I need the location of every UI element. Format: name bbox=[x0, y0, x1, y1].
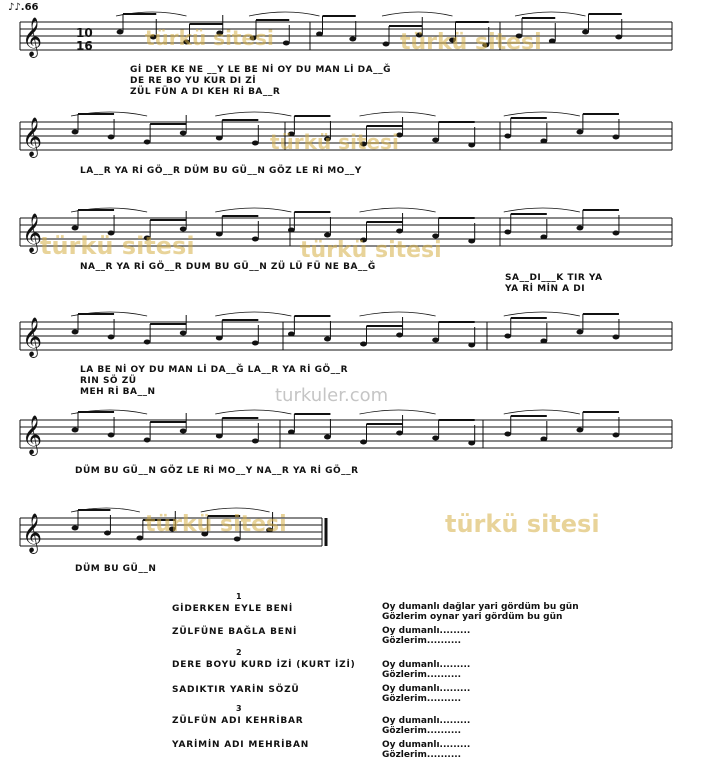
note-head bbox=[72, 526, 79, 531]
refrain-line: Oy dumanlı dağlar yari gördüm bu gün bbox=[382, 602, 579, 612]
refrain-line: Gözlerim.......... bbox=[382, 694, 462, 704]
lyric-line: SA__DI___K TIR YA bbox=[505, 273, 603, 283]
note-head bbox=[383, 42, 390, 47]
note-head bbox=[540, 235, 547, 240]
note-head bbox=[180, 227, 187, 232]
note-head bbox=[396, 229, 403, 234]
tempo-marking: ♪♪.66 bbox=[8, 2, 39, 13]
note-head bbox=[144, 340, 151, 345]
note-head bbox=[252, 439, 259, 444]
note-head bbox=[576, 226, 583, 231]
treble-clef-icon: 𝄞 bbox=[22, 17, 43, 57]
refrain-line: Oy dumanlı......... bbox=[382, 660, 471, 670]
verse-number: 2 bbox=[236, 648, 242, 657]
lyric-line: DE RE BO YU KUR DI Zİ bbox=[130, 76, 257, 86]
note-head bbox=[288, 332, 295, 337]
slur bbox=[504, 312, 580, 316]
note-head bbox=[316, 32, 323, 37]
note-head bbox=[108, 135, 115, 140]
note-head bbox=[349, 37, 356, 42]
note-head bbox=[613, 433, 620, 438]
slur bbox=[504, 410, 580, 414]
note-head bbox=[360, 440, 367, 445]
note-head bbox=[252, 141, 259, 146]
note-head bbox=[144, 140, 151, 145]
note-head bbox=[234, 537, 241, 542]
note-head bbox=[396, 333, 403, 338]
note-head bbox=[504, 134, 511, 139]
refrain-line: Gözlerim.......... bbox=[382, 636, 462, 646]
note-head bbox=[540, 339, 547, 344]
verse-number: 3 bbox=[236, 704, 242, 713]
note-head bbox=[117, 30, 124, 35]
treble-clef-icon: 𝄞 bbox=[22, 415, 43, 455]
verse-line: SADIKTIR YARİN SÖZÜ bbox=[172, 685, 300, 695]
refrain-line: Oy dumanlı......... bbox=[382, 684, 471, 694]
refrain-line: Gözlerim.......... bbox=[382, 670, 462, 680]
note-head bbox=[216, 434, 223, 439]
refrain-line: Oy dumanlı......... bbox=[382, 716, 471, 726]
note-head bbox=[615, 35, 622, 40]
watermark-brand: türkü sitesi bbox=[300, 238, 442, 263]
watermark-url: turkuler.com bbox=[275, 385, 389, 406]
refrain-line: Gözlerim.......... bbox=[382, 726, 462, 736]
note-head bbox=[288, 430, 295, 435]
note-head bbox=[283, 41, 290, 46]
lyric-line: Gİ DER KE NE __Y LE BE Nİ OY DU MAN Lİ DA__Ğ bbox=[130, 65, 391, 75]
slur bbox=[215, 208, 291, 212]
note-head bbox=[504, 432, 511, 437]
slur bbox=[215, 312, 291, 316]
lyric-line: RIN SÖ ZÜ bbox=[80, 376, 137, 386]
slur bbox=[515, 12, 586, 16]
note-head bbox=[576, 130, 583, 135]
watermark-brand: türkü sitesi bbox=[270, 130, 399, 154]
verse-line: ZÜLFÜNE BAĞLA BENİ bbox=[172, 627, 298, 637]
refrain-line: Oy dumanlı......... bbox=[382, 740, 471, 750]
lyric-line: LA__R YA Rİ GÖ__R DÜM BU GÜ__N GÖZ LE Rİ MO__Y bbox=[80, 166, 362, 176]
refrain-line: Gözlerim oynar yari gördüm bu gün bbox=[382, 612, 563, 622]
note-head bbox=[432, 338, 439, 343]
watermark-brand: türkü sitesi bbox=[40, 232, 195, 260]
lyric-line: DÜM BU GÜ__N bbox=[75, 564, 157, 574]
note-head bbox=[549, 39, 556, 44]
verse-line: GİDERKEN EYLE BENİ bbox=[172, 604, 294, 614]
slur bbox=[504, 112, 580, 116]
note-head bbox=[504, 334, 511, 339]
note-head bbox=[252, 341, 259, 346]
note-head bbox=[576, 330, 583, 335]
verse-line: DERE BOYU KURD İZİ (KURT İZİ) bbox=[172, 660, 356, 670]
note-head bbox=[108, 433, 115, 438]
slur bbox=[249, 12, 320, 16]
lyric-line: YA Rİ MİN A DI bbox=[505, 284, 586, 294]
treble-clef-icon: 𝄞 bbox=[22, 317, 43, 357]
note-head bbox=[180, 429, 187, 434]
lyric-line: DÜM BU GÜ__N GÖZ LE Rİ MO__Y NA__R YA Rİ GÖ__R bbox=[75, 466, 359, 476]
lyric-line: ZÜL FÜN A DI KEH Rİ BA__R bbox=[130, 87, 281, 97]
lyric-line: NA__R YA Rİ GÖ__R DUM BU GÜ__N ZÜ LÜ FÜ NE BA__Ğ bbox=[80, 262, 376, 272]
note-head bbox=[72, 130, 79, 135]
lyric-line: LA BE Nİ OY DU MAN Lİ DA__Ğ LA__R YA Rİ GÖ__R bbox=[80, 365, 349, 375]
verse-line: YARİMİN ADI MEHRİBAN bbox=[172, 740, 310, 750]
refrain-line: Gözlerim.......... bbox=[382, 750, 462, 760]
note-head bbox=[360, 342, 367, 347]
note-head bbox=[136, 536, 143, 541]
treble-clef-icon: 𝄞 bbox=[22, 513, 43, 553]
slur bbox=[215, 112, 291, 116]
note-head bbox=[180, 131, 187, 136]
note-head bbox=[576, 428, 583, 433]
note-head bbox=[216, 232, 223, 237]
note-head bbox=[396, 431, 403, 436]
note-head bbox=[324, 337, 331, 342]
note-head bbox=[468, 239, 475, 244]
note-head bbox=[468, 343, 475, 348]
slur bbox=[215, 410, 291, 414]
refrain-line: Oy dumanlı......... bbox=[382, 626, 471, 636]
note-head bbox=[108, 335, 115, 340]
note-head bbox=[613, 135, 620, 140]
watermark-brand: türkü sitesi bbox=[400, 30, 542, 55]
watermark-brand: türkü sitesi bbox=[445, 510, 600, 538]
note-head bbox=[144, 438, 151, 443]
note-head bbox=[252, 237, 259, 242]
note-head bbox=[324, 233, 331, 238]
slur bbox=[382, 12, 453, 16]
treble-clef-icon: 𝄞 bbox=[22, 117, 43, 157]
time-signature-bottom: 16 bbox=[76, 39, 93, 53]
slur bbox=[504, 208, 580, 212]
note-head bbox=[504, 230, 511, 235]
slur bbox=[360, 112, 436, 116]
note-head bbox=[613, 231, 620, 236]
note-head bbox=[216, 136, 223, 141]
note-head bbox=[613, 335, 620, 340]
slur bbox=[360, 410, 436, 414]
note-head bbox=[72, 330, 79, 335]
note-head bbox=[72, 226, 79, 231]
note-head bbox=[216, 336, 223, 341]
watermark-brand: türkü sitesi bbox=[145, 26, 274, 50]
note-head bbox=[180, 331, 187, 336]
note-head bbox=[72, 428, 79, 433]
watermark-brand: türkü sitesi bbox=[145, 512, 287, 537]
note-head bbox=[540, 437, 547, 442]
slur bbox=[360, 208, 436, 212]
verse-line: ZÜLFÜN ADI KEHRİBAR bbox=[172, 716, 304, 726]
note-head bbox=[582, 30, 589, 35]
note-head bbox=[432, 436, 439, 441]
note-head bbox=[324, 435, 331, 440]
note-head bbox=[540, 139, 547, 144]
note-head bbox=[104, 531, 111, 536]
note-head bbox=[468, 441, 475, 446]
lyric-line: MEH Rİ BA__N bbox=[80, 387, 156, 397]
treble-clef-icon: 𝄞 bbox=[22, 213, 43, 253]
note-head bbox=[432, 138, 439, 143]
slur bbox=[360, 312, 436, 316]
note-head bbox=[468, 143, 475, 148]
note-head bbox=[288, 228, 295, 233]
time-signature-top: 10 bbox=[76, 26, 93, 40]
verse-number: 1 bbox=[236, 592, 242, 601]
